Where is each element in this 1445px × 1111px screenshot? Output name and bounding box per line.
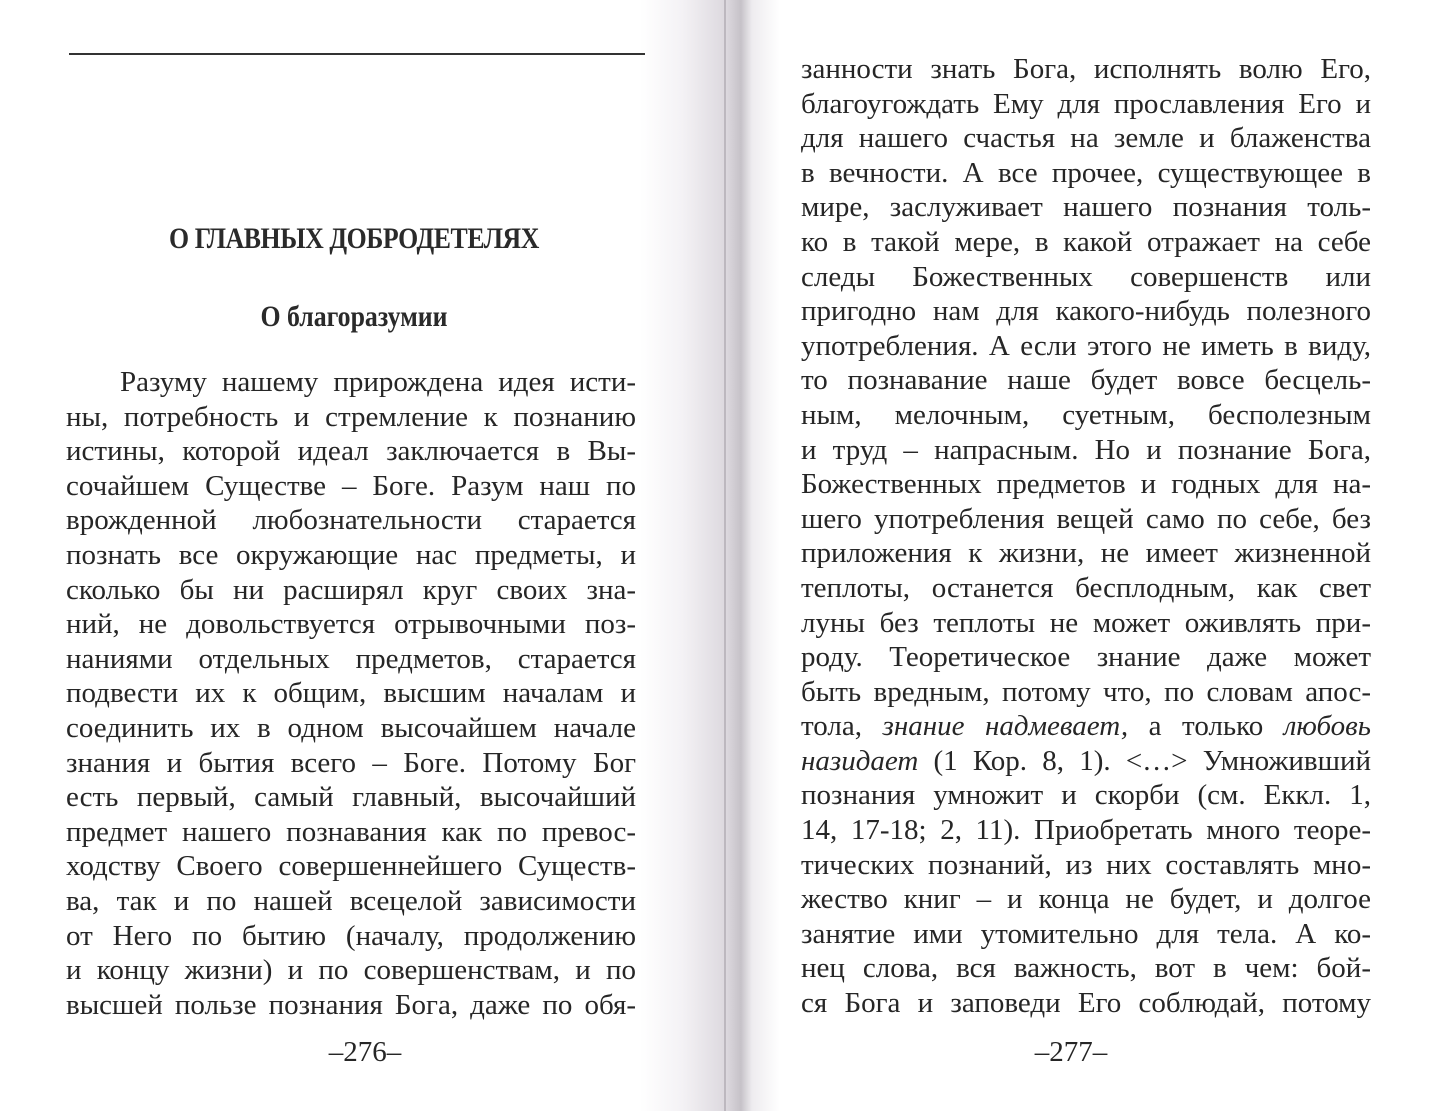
scripture-quote: знание надмевает, <box>882 710 1129 743</box>
text-line: занятие ими утомительно для тела. А ко- <box>801 917 1371 950</box>
text-line: врожденной любознательности старается <box>66 504 636 537</box>
text-line: подвести их к общим, высшим началам и <box>66 677 636 710</box>
scripture-quote: любовь <box>1283 710 1371 743</box>
scripture-quote: назидает <box>801 744 919 777</box>
text-line: высшей пользе познания Бога, даже по обя- <box>66 988 636 1021</box>
text-line: ва, так и по нашей всецелой зависимости <box>66 884 636 917</box>
text-line: истины, которой идеал заключается в Вы- <box>66 435 636 468</box>
text-line: от Него по бытию (началу, продолжению <box>66 919 636 952</box>
text-line-with-quote <box>801 709 1371 744</box>
text-line: познать все окружающие нас предметы, и <box>66 538 636 571</box>
text-line: приложения к жизни, не имеет жизненной <box>801 537 1371 570</box>
text-line: луны без теплоты не может оживлять при- <box>801 606 1371 639</box>
text-line: и труд – напрасным. Но и познание Бога, <box>801 433 1371 466</box>
text-line: быть вредным, потому что, по словам апос- <box>801 675 1371 708</box>
text-line: соединить их в одном высочайшем начале <box>66 711 636 744</box>
text-line: есть первый, самый главный, высочайший <box>66 781 636 814</box>
text-line: теплоты, останется бесплодным, как свет <box>801 571 1371 604</box>
text-line-with-quote <box>801 744 1371 779</box>
page-number: –277– <box>1034 1036 1108 1068</box>
left-page-body <box>66 365 636 1022</box>
text-line: Разуму нашему прирождена идея исти- <box>120 366 636 398</box>
header-rule <box>69 53 645 55</box>
text-segment: тола, <box>801 710 883 743</box>
text-line: благоугождать Ему для прославления Его и <box>801 87 1371 120</box>
text-line: сколько бы ни расширял круг своих зна- <box>66 573 636 606</box>
page-number: –276– <box>328 1036 402 1068</box>
text-line: познания умножит и скорби (см. Еккл. 1, <box>801 779 1371 812</box>
text-line: предмет нашего познавания как по превос- <box>66 815 636 848</box>
chapter-title: О ГЛАВНЫХ ДОБРОДЕТЕЛЯХ <box>169 222 539 255</box>
text-line: для нашего счастья на земле и блаженства <box>801 122 1371 155</box>
left-page <box>0 0 720 1111</box>
text-line: ся Бога и заповеди Его соблюдай, потому <box>801 987 1371 1020</box>
text-line: следы Божественных совершенств или <box>801 260 1371 293</box>
text-line: ны, потребность и стремление к познанию <box>66 400 636 433</box>
text-line: пригодно нам для какого-нибудь полезного <box>801 295 1371 328</box>
text-line: мире, заслуживает нашего познания толь- <box>801 191 1371 224</box>
text-line: 14, 17-18; 2, 11). Приобретать много теоре- <box>801 814 1371 847</box>
text-line: знания и бытия всего – Боге. Потому Бог <box>66 746 636 779</box>
text-line: то познавание наше будет вовсе бесцель- <box>801 364 1371 397</box>
text-line: ходству Своего совершеннейшего Существ- <box>66 850 636 883</box>
text-line: нец слова, вся важность, вот в чем: бой- <box>801 952 1371 985</box>
text-line: в вечности. А все прочее, существующее в <box>801 156 1371 189</box>
text-line: шего употребления вещей само по себе, без <box>801 502 1371 535</box>
text-line: и концу жизни) и по совершенствам, и по <box>66 954 636 987</box>
right-page-body <box>801 52 1371 1021</box>
text-line: ным, мелочным, суетным, бесполезным <box>801 398 1371 431</box>
text-line: роду. Теоретическое знание даже может <box>801 641 1371 674</box>
text-line: употребления. А если этого не иметь в виду, <box>801 329 1371 362</box>
text-line: ний, не довольствуется отрывочными поз- <box>66 608 636 641</box>
text-line: Божественных предметов и годных для на- <box>801 468 1371 501</box>
section-title: О благоразумии <box>260 300 448 333</box>
text-line: ко в такой мере, в какой отражает на себе <box>801 225 1371 258</box>
text-line: занности знать Бога, исполнять волю Его, <box>801 53 1371 85</box>
text-line: наниями отдельных предметов, старается <box>66 642 636 675</box>
right-page <box>725 0 1445 1111</box>
text-line: жество книг – и конца не будет, и долгое <box>801 883 1371 916</box>
text-segment: а только <box>1128 710 1284 743</box>
text-segment: (1 Кор. 8, 1). <…> Умноживший <box>918 744 1371 777</box>
text-line: тических познаний, из них составлять мно- <box>801 848 1371 881</box>
text-line: сочайшем Существе – Боге. Разум наш по <box>66 469 636 502</box>
